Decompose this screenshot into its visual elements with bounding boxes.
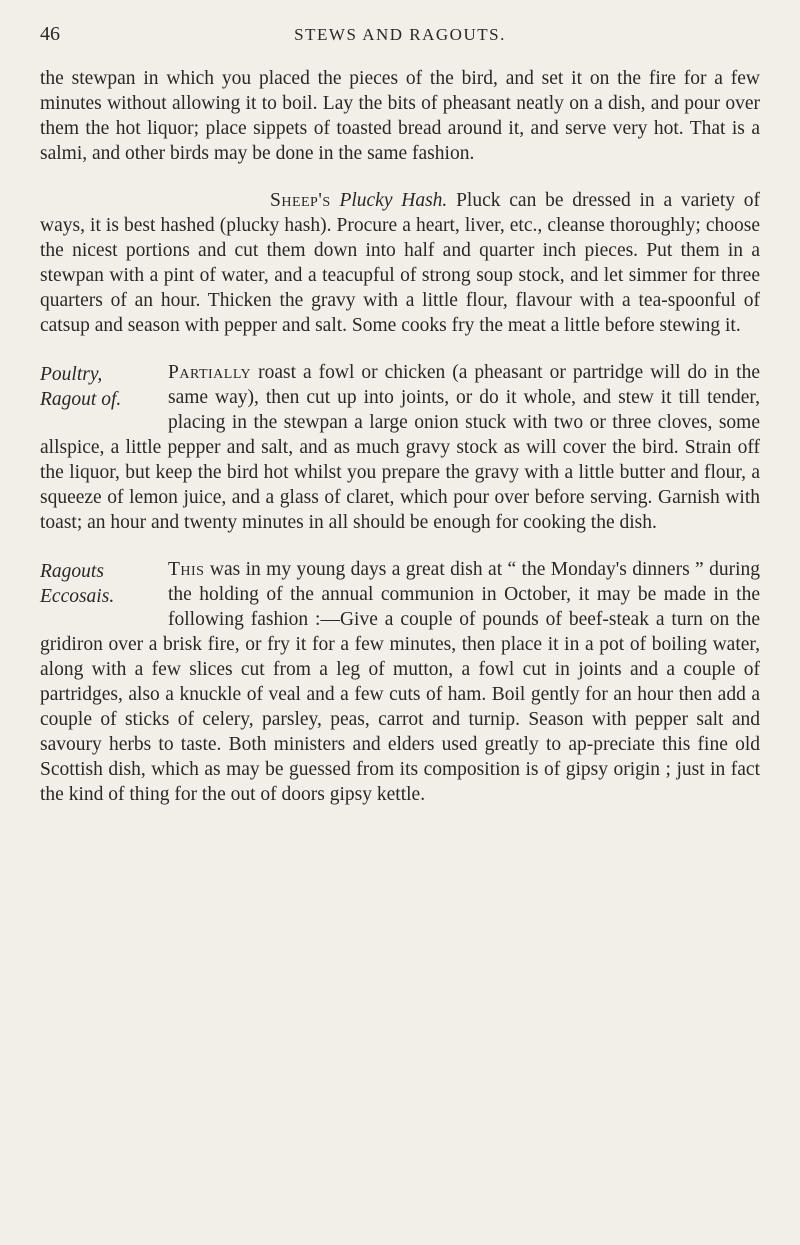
section-ragouts-eccosais bbox=[40, 557, 760, 807]
lead-word-this: This bbox=[168, 559, 205, 580]
poultry-ragout-text: roast a fowl or chicken (a pheasant or partridge will do in the same way), then cut up into joints, or do it whole, and stew it till tender, placing in the stewpan a large onion stuck with two or three cloves, some allspice, a little pepper and salt, and as much gravy stock as will cover the bird. Strain off the liquor, but keep the bird hot whilst you prepare the gravy with a little butter and flour, a squeeze of lemon juice, and a glass of claret, which pour over before serving. Garnish with toast; an hour and twenty minutes in all should be enough for cooking the dish. bbox=[40, 362, 760, 533]
side-note-ragouts-eccosais: Ragouts Eccosais. bbox=[40, 561, 115, 607]
plucky-hash-text: Pluck can be dressed in a variety of ways, it is best hashed (plucky hash). Procure a heart, liver, etc., cleanse thoroughly; choose the nicest portions and cut them down into half and quarter inch pieces. Put them in a stewpan with a pint of water, and a teacupful of strong soup stock, and let simmer for three quarters of an hour. Thicken the gravy with a little flour, flavour with a tea-spoonful of catsup and season with pepper and salt. Some cooks fry the meat a little before stewing it. bbox=[40, 190, 761, 336]
running-head: STEWS AND RAGOUTS. bbox=[294, 25, 506, 44]
side-note-poultry-ragout: Poultry, Ragout of. bbox=[40, 364, 122, 410]
page-number: 46 bbox=[40, 23, 60, 45]
section-poultry-ragout bbox=[40, 360, 760, 535]
side-note-plucky-hash: Plucky Hash. bbox=[339, 190, 448, 211]
ragouts-eccosais-text: was in my young days a great dish at “ the Monday's dinners ” during the holding of the annual communion in October, it may be made in the following fashion :—Give a couple of pounds of beef-steak a turn on the gridiron over a brisk fire, or fry it for a few minutes, then place it in a pot of boiling water, along with a few slices cut from a leg of mutton, a fowl cut in joints and a couple of partridges, also a knuckle of veal and a few cuts of ham. Boil gently for an hour then add a couple of sticks of celery, parsley, peas, carrot and turnip. Season with pepper salt and savoury herbs to taste. Both ministers and elders used greatly to ap-preciate this fine old Scottish dish, which as may be guessed from its composition is of gipsy origin ; just in fact the kind of thing for the out of doors gipsy kettle. bbox=[40, 559, 760, 805]
page-header bbox=[40, 20, 760, 56]
lead-word-sheeps: Sheep's bbox=[270, 190, 331, 211]
section-plucky-hash bbox=[40, 188, 760, 338]
paragraph-salmi-continuation: the stewpan in which you placed the pieces of the bird, and set it on the fire for a few minutes without allowing it to boil. Lay the bits of pheasant neatly on a dish, and pour over them the hot liquor; place sippets of toasted bread around it, and serve very hot. That is a salmi, and other birds may be done in the same fashion. bbox=[40, 68, 760, 164]
book-page bbox=[40, 20, 760, 1220]
paragraph-plucky-hash bbox=[40, 188, 760, 338]
lead-word-partially: Partially bbox=[168, 362, 252, 383]
